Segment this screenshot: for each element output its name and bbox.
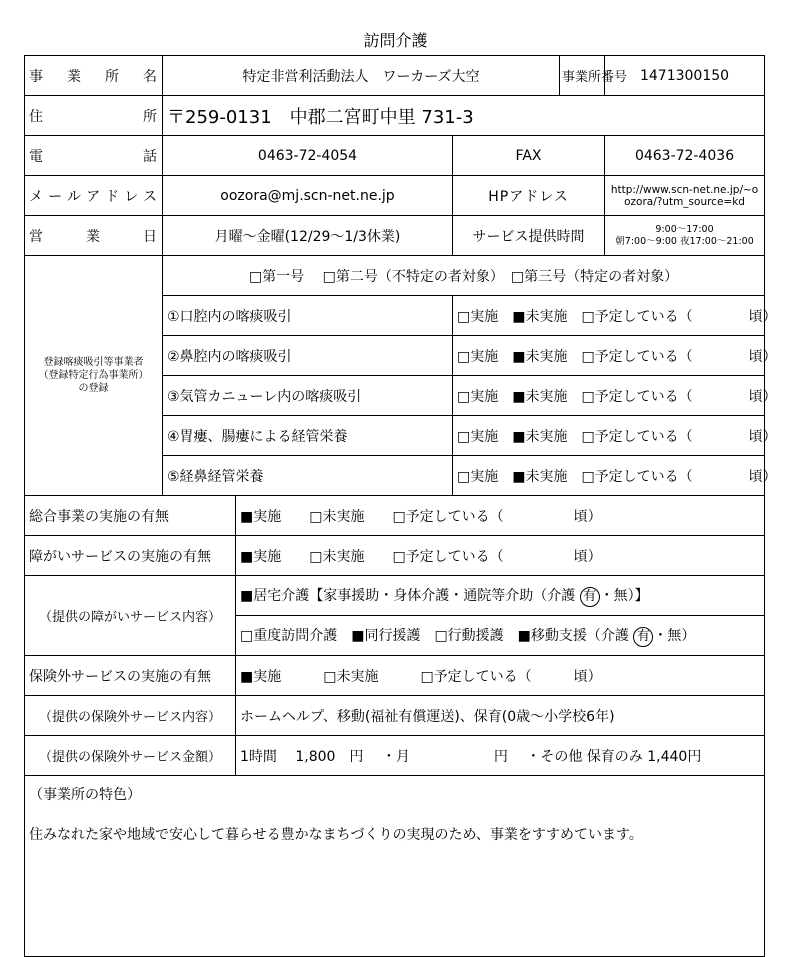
fax-label: FAX [453,136,605,176]
circled-yes-mark: 有 [633,627,653,647]
row-disability-content-1 [25,576,765,616]
uninsured-content-value: ホームヘルプ、移動(福祉有償運送)、保育(0歳～小学校6年) [236,696,765,736]
features-box [25,776,765,957]
row-phone [25,136,765,176]
disability-content-line-1-text-b: ・無）】 [599,587,649,604]
registration-item-name: ④胃瘻、腸瘻による経管栄養 [163,416,453,456]
registration-types: □第一号 □第二号（不特定の者対象） □第三号（特定の者対象） [163,256,765,296]
row-address [25,96,765,136]
office-name-label: 事業所名 [25,56,163,96]
registration-item-status: □実施 ■未実施 □予定している（ 頃） [453,336,765,376]
hp-link[interactable]: http://www.scn-net.ne.jp/~oozora/?utm_source=kd [605,176,765,216]
disability-content-line-2-text-b: ・無） [653,627,696,644]
row-uninsured-service [25,656,765,696]
registration-item-status: □実施 ■未実施 □予定している（ 頃） [453,296,765,336]
row-email [25,176,765,216]
fax-value: 0463-72-4036 [605,136,765,176]
circled-yes-mark: 有 [580,587,600,607]
features-text: 住みなれた家や地域で安心して暮らせる豊かなまちづくりの実現のため、事業をすすめています。 [29,827,643,843]
office-number-value: 1471300150 [605,56,765,96]
hours-line-1: 9:00～17:00 [655,223,714,235]
phone-label: 電話 [25,136,163,176]
office-name-value: 特定非営利活動法人 ワーカーズ大空 [163,56,560,96]
row-uninsured-fee [25,736,765,776]
days-label: 営業日 [25,216,163,256]
address-label: 住所 [25,96,163,136]
registration-item-status: □実施 ■未実施 □予定している（ 頃） [453,456,765,496]
uninsured-content-label: （提供の保険外サービス内容） [25,696,236,736]
disability-content-line-2-text-a: □重度訪問介護 ■同行援護 □行動援護 ■移動支援（介護 [240,627,634,644]
uninsured-fee-value: 1時間 1,800 円 ・月 円 ・その他 保育のみ 1,440円 [236,736,765,776]
uninsured-service-label: 保険外サービスの実施の有無 [25,656,236,696]
registration-label [25,256,163,496]
registration-item-status: □実施 ■未実施 □予定している（ 頃） [453,416,765,456]
features-label: （事業所の特色） [29,787,141,803]
disability-content-line-1-text-a: ■居宅介護【家事援助・身体介護・通院等介助（介護 [240,587,580,604]
registration-label-line-2: （登録特定行為事業所） [38,370,149,381]
page-title: 訪問介護 [363,31,428,50]
row-disability-service [25,536,765,576]
registration-item-status: □実施 ■未実施 □予定している（ 頃） [453,376,765,416]
uninsured-fee-label: （提供の保険外サービス金額） [25,736,236,776]
registration-item-name: ③気管カニューレ内の喀痰吸引 [163,376,453,416]
hours-value [605,216,765,256]
disability-service-label: 障がいサービスの実施の有無 [25,536,236,576]
email-label: メールアドレス [25,176,163,216]
disability-content-line-2 [236,616,765,656]
phone-value: 0463-72-4054 [163,136,453,176]
hours-line-2: 朝7:00～9:00 夜17:00～21:00 [615,235,754,247]
registration-label-line-1: 登録喀痰吸引等事業者 [43,357,144,368]
uninsured-service-value: ■実施 □未実施 □予定している（ 頃） [236,656,765,696]
row-features [25,776,765,957]
disability-service-value: ■実施 □未実施 □予定している（ 頃） [236,536,765,576]
hp-label: HPアドレス [453,176,605,216]
row-days [25,216,765,256]
registration-label-line-3: の登録 [78,383,109,394]
general-service-label: 総合事業の実施の有無 [25,496,236,536]
row-registration-types [25,256,765,296]
disability-content-label: （提供の障がいサービス内容） [25,576,236,656]
registration-item-name: ①口腔内の喀痰吸引 [163,296,453,336]
office-info-table [24,55,777,957]
days-value: 月曜～金曜(12/29～1/3休業) [163,216,453,256]
general-service-value: ■実施 □未実施 □予定している（ 頃） [236,496,765,536]
registration-item-name: ②鼻腔内の喀痰吸引 [163,336,453,376]
row-office-name [25,56,765,96]
row-general-service [25,496,765,536]
disability-content-line-1 [236,576,765,616]
address-value: 〒259-0131 中郡二宮町中里 731-3 [163,96,765,136]
row-uninsured-content [25,696,765,736]
email-value: oozora@mj.scn-net.ne.jp [163,176,453,216]
registration-item-name: ⑤経鼻経管栄養 [163,456,453,496]
hours-label: サービス提供時間 [453,216,605,256]
office-number-label: 事業所番号 [560,56,605,96]
